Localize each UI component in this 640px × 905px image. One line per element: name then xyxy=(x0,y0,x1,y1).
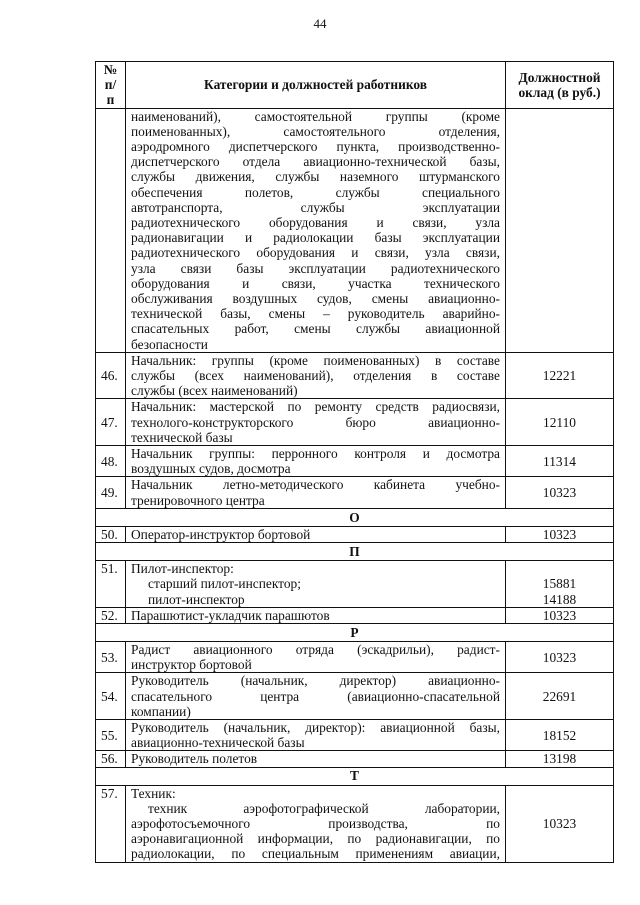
salary-table xyxy=(95,61,614,863)
text-line: радиотехнического оборудования и связи, узла xyxy=(131,215,500,231)
row-salary: 11314 xyxy=(506,446,614,477)
header-salary: Должностной оклад (в руб.) xyxy=(506,62,614,109)
text-line: технолого-конструкторского бюро авиационно- xyxy=(131,414,500,430)
row-salary xyxy=(506,561,614,608)
text-line: поименованных), самостоятельного отделения, xyxy=(131,123,500,139)
table-row xyxy=(96,673,614,720)
row-salary: 10323 xyxy=(506,607,614,623)
text-line: радионавигации и радиолокации базы эксплуатации xyxy=(131,230,500,246)
text-line: Пилот-инспектор: xyxy=(131,561,234,577)
row-num: 47. xyxy=(96,399,126,446)
text-line: старший пилот-инспектор; xyxy=(148,576,301,592)
row-num: 55. xyxy=(96,719,126,750)
table-row xyxy=(96,641,614,672)
row-salary: 10323 xyxy=(506,785,614,862)
text-line: тренировочного центра xyxy=(131,492,265,508)
text-line: службы (всех наименований), отделения в составе xyxy=(131,368,500,384)
row-num: 50. xyxy=(96,526,126,542)
row-text xyxy=(126,673,506,720)
row-salary: 13198 xyxy=(506,751,614,767)
row-num: 52. xyxy=(96,607,126,623)
row-salary: 10323 xyxy=(506,641,614,672)
text-line: аэронавигационной информации, по радионавигации, по xyxy=(131,831,500,847)
row-text xyxy=(126,477,506,508)
row-num: 57. xyxy=(96,785,126,862)
section-letter: Р xyxy=(96,623,614,641)
row-num: 53. xyxy=(96,641,126,672)
section-row-t xyxy=(96,767,614,785)
text-line: инструктор бортовой xyxy=(131,657,252,673)
row-num: 48. xyxy=(96,446,126,477)
text-line: технической базы, смены – руководитель аварийно- xyxy=(131,306,500,322)
table-row xyxy=(96,719,614,750)
text-line: обеспечения полетов, службы специального xyxy=(131,184,500,200)
row-text xyxy=(126,641,506,672)
text-line: радиолокации, по специальным применениям авиации, xyxy=(131,846,500,862)
row-num xyxy=(96,108,126,352)
row-text: Руководитель полетов xyxy=(126,751,506,767)
row-text xyxy=(126,561,506,608)
text-line: службы (всех наименований) xyxy=(131,383,298,399)
section-row-p xyxy=(96,543,614,561)
text-line: оборудования и связи, участка технического xyxy=(131,275,500,291)
text-line: Радист авиационного отряда (эскадрильи), радист- xyxy=(131,641,500,657)
text-line: Руководитель (начальник, директор): авиационной базы, xyxy=(131,719,500,735)
row-num: 54. xyxy=(96,673,126,720)
section-letter: П xyxy=(96,543,614,561)
text-line: спасательного центра (авиационно-спасательной xyxy=(131,688,500,704)
table-row xyxy=(96,785,614,862)
row-text xyxy=(126,352,506,399)
row-num: 46. xyxy=(96,352,126,399)
text-line: авиационно-технической базы xyxy=(131,735,305,751)
text-line: техник аэрофотографической лаборатории, xyxy=(148,800,500,816)
table-row xyxy=(96,352,614,399)
row-num: 49. xyxy=(96,477,126,508)
text-line: Начальник: мастерской по ремонту средств радиосвязи, xyxy=(131,399,500,415)
row-salary: 12221 xyxy=(506,352,614,399)
salary-value: 15881 xyxy=(542,576,577,592)
text-line: Начальник группы: перронного контроля и досмотра xyxy=(131,446,500,462)
text-line: наименований), самостоятельной группы (кроме xyxy=(131,108,500,124)
row-salary xyxy=(506,108,614,352)
header-category: Категории и должностей работников xyxy=(126,62,506,109)
row-text xyxy=(126,399,506,446)
text-line: пилот-инспектор xyxy=(148,591,245,607)
table-row xyxy=(96,399,614,446)
section-row-o xyxy=(96,508,614,526)
text-line: спасательных работ, смены службы авиационной xyxy=(131,321,500,337)
table-row-continuation xyxy=(96,108,614,352)
row-text: Оператор-инструктор бортовой xyxy=(126,526,506,542)
table-row xyxy=(96,526,614,542)
text-line: узла связи базы эксплуатации радиотехнического xyxy=(131,260,500,276)
text-line: аэрофотосъемочного производства, по xyxy=(131,815,500,831)
row-salary: 12110 xyxy=(506,399,614,446)
text-line: диспетчерского отдела авиационно-технической базы, xyxy=(131,154,500,170)
text-line: службы движения, службы наземного штурманского xyxy=(131,169,500,185)
row-text: Парашютист-укладчик парашютов xyxy=(126,607,506,623)
table-row xyxy=(96,561,614,608)
text-line: радиотехнического оборудования и связи, узла связи, xyxy=(131,245,500,261)
continuation-text xyxy=(126,108,506,352)
row-num: 51. xyxy=(96,561,126,608)
table-header-row xyxy=(96,62,614,109)
row-text xyxy=(126,785,506,862)
row-salary: 10323 xyxy=(506,526,614,542)
table-row xyxy=(96,607,614,623)
text-line: обслуживания воздушных судов, смены авиационно- xyxy=(131,291,500,307)
text-line: Техник: xyxy=(131,785,176,801)
table-row xyxy=(96,446,614,477)
text-line: аэродромного диспетчерского пункта, производственно- xyxy=(131,139,500,155)
text-line: Руководитель (начальник, директор) авиационно- xyxy=(131,673,500,689)
section-letter: Т xyxy=(96,767,614,785)
row-salary: 18152 xyxy=(506,719,614,750)
row-text xyxy=(126,446,506,477)
row-salary: 10323 xyxy=(506,477,614,508)
row-num: 56. xyxy=(96,751,126,767)
row-salary: 22691 xyxy=(506,673,614,720)
header-num: № п/п xyxy=(96,62,126,109)
text-line: технической базы xyxy=(131,429,233,445)
text-line: автотранспорта, службы эксплуатации xyxy=(131,199,500,215)
text-line: Начальник летно-методического кабинета учебно- xyxy=(131,477,500,493)
text-line: безопасности xyxy=(131,336,208,352)
text-line: Начальник: группы (кроме поименованных) в составе xyxy=(131,352,500,368)
text-line: компании) xyxy=(131,703,191,719)
table-row xyxy=(96,477,614,508)
section-letter: О xyxy=(96,508,614,526)
salary-value: 14188 xyxy=(542,591,577,607)
row-text xyxy=(126,719,506,750)
table-row xyxy=(96,751,614,767)
section-row-r xyxy=(96,623,614,641)
text-line: воздушных судов, досмотра xyxy=(131,461,291,477)
page-number: 44 xyxy=(313,16,327,31)
